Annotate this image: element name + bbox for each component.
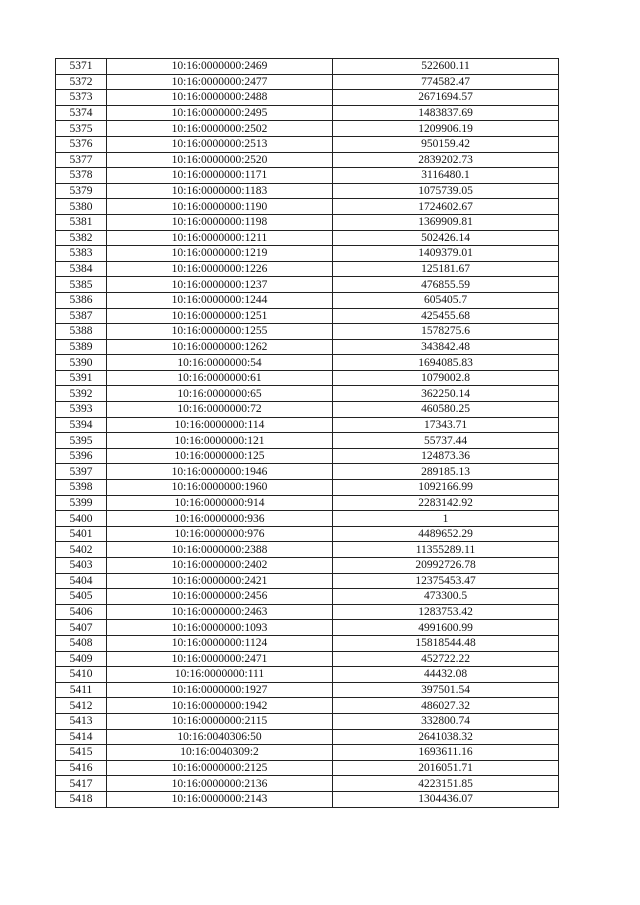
cadastral-number-cell: 10:16:0000000:2136 [107,776,333,792]
row-number-cell: 5378 [56,168,107,184]
row-number-cell: 5394 [56,417,107,433]
value-cell: 397501.54 [333,682,559,698]
row-number-cell: 5376 [56,136,107,152]
row-number-cell: 5404 [56,573,107,589]
cadastral-number-cell: 10:16:0000000:1960 [107,480,333,496]
table-row [56,417,559,433]
cadastral-number-cell: 10:16:0000000:125 [107,448,333,464]
table-row [56,464,559,480]
value-cell: 1694085.83 [333,355,559,371]
value-cell: 2671694.57 [333,90,559,106]
row-number-cell: 5398 [56,480,107,496]
cadastral-number-cell: 10:16:0000000:1946 [107,464,333,480]
cadastral-value-table [55,58,559,808]
value-cell: 1483837.69 [333,105,559,121]
value-cell: 343842.48 [333,339,559,355]
cadastral-number-cell: 10:16:0000000:1226 [107,261,333,277]
row-number-cell: 5396 [56,448,107,464]
row-number-cell: 5373 [56,90,107,106]
table-row [56,589,559,605]
row-number-cell: 5418 [56,791,107,807]
value-cell: 332800.74 [333,713,559,729]
value-cell: 605405.7 [333,292,559,308]
cadastral-number-cell: 10:16:0000000:1183 [107,183,333,199]
value-cell: 1079002.8 [333,370,559,386]
row-number-cell: 5391 [56,370,107,386]
row-number-cell: 5411 [56,682,107,698]
row-number-cell: 5415 [56,745,107,761]
cadastral-number-cell: 10:16:0000000:914 [107,495,333,511]
value-cell: 289185.13 [333,464,559,480]
value-cell: 950159.42 [333,136,559,152]
row-number-cell: 5417 [56,776,107,792]
table-row [56,682,559,698]
row-number-cell: 5374 [56,105,107,121]
value-cell: 1693611.16 [333,745,559,761]
row-number-cell: 5399 [56,495,107,511]
value-cell: 476855.59 [333,277,559,293]
row-number-cell: 5387 [56,308,107,324]
row-number-cell: 5395 [56,433,107,449]
row-number-cell: 5414 [56,729,107,745]
row-number-cell: 5416 [56,760,107,776]
cadastral-number-cell: 10:16:0000000:1942 [107,698,333,714]
table-row [56,713,559,729]
table-row [56,495,559,511]
value-cell: 12375453.47 [333,573,559,589]
table-row [56,183,559,199]
table-row [56,729,559,745]
value-cell: 2283142.92 [333,495,559,511]
table-row [56,59,559,75]
cadastral-number-cell: 10:16:0000000:1093 [107,620,333,636]
table-row [56,667,559,683]
row-number-cell: 5388 [56,324,107,340]
value-cell: 1075739.05 [333,183,559,199]
cadastral-number-cell: 10:16:0000000:1211 [107,230,333,246]
value-cell: 522600.11 [333,59,559,75]
row-number-cell: 5371 [56,59,107,75]
table-row [56,292,559,308]
value-cell: 1409379.01 [333,246,559,262]
cadastral-number-cell: 10:16:0000000:1198 [107,214,333,230]
table-row [56,573,559,589]
table-row [56,214,559,230]
row-number-cell: 5390 [56,355,107,371]
table-row [56,480,559,496]
cadastral-number-cell: 10:16:0000000:2388 [107,542,333,558]
row-number-cell: 5401 [56,526,107,542]
cadastral-number-cell: 10:16:0000000:1927 [107,682,333,698]
cadastral-number-cell: 10:16:0000000:2143 [107,791,333,807]
cadastral-number-cell: 10:16:0000000:114 [107,417,333,433]
table-row [56,558,559,574]
row-number-cell: 5380 [56,199,107,215]
table-row [56,355,559,371]
row-number-cell: 5393 [56,402,107,418]
value-cell: 2641038.32 [333,729,559,745]
cadastral-number-cell: 10:16:0000000:976 [107,526,333,542]
value-cell: 1092166.99 [333,480,559,496]
value-cell: 1209906.19 [333,121,559,137]
value-cell: 4991600.99 [333,620,559,636]
row-number-cell: 5379 [56,183,107,199]
row-number-cell: 5375 [56,121,107,137]
cadastral-number-cell: 10:16:0000000:936 [107,511,333,527]
row-number-cell: 5407 [56,620,107,636]
cadastral-number-cell: 10:16:0000000:2520 [107,152,333,168]
cadastral-number-cell: 10:16:0000000:2463 [107,604,333,620]
table-row [56,698,559,714]
value-cell: 1724602.67 [333,199,559,215]
table-row [56,370,559,386]
row-number-cell: 5405 [56,589,107,605]
row-number-cell: 5384 [56,261,107,277]
value-cell: 44432.08 [333,667,559,683]
cadastral-number-cell: 10:16:0040309:2 [107,745,333,761]
value-cell: 2016051.71 [333,760,559,776]
cadastral-number-cell: 10:16:0000000:1244 [107,292,333,308]
row-number-cell: 5402 [56,542,107,558]
table-row [56,791,559,807]
value-cell: 55737.44 [333,433,559,449]
value-cell: 1283753.42 [333,604,559,620]
row-number-cell: 5382 [56,230,107,246]
value-cell: 2839202.73 [333,152,559,168]
table-row [56,604,559,620]
table-body [56,59,559,808]
table-row [56,433,559,449]
value-cell: 20992726.78 [333,558,559,574]
cadastral-number-cell: 10:16:0000000:1262 [107,339,333,355]
cadastral-number-cell: 10:16:0000000:72 [107,402,333,418]
cadastral-number-cell: 10:16:0040306:50 [107,729,333,745]
value-cell: 11355289.11 [333,542,559,558]
table-row [56,760,559,776]
row-number-cell: 5372 [56,74,107,90]
value-cell: 473300.5 [333,589,559,605]
cadastral-number-cell: 10:16:0000000:2469 [107,59,333,75]
cadastral-number-cell: 10:16:0000000:111 [107,667,333,683]
cadastral-number-cell: 10:16:0000000:1237 [107,277,333,293]
value-cell: 460580.25 [333,402,559,418]
table-row [56,542,559,558]
value-cell: 1304436.07 [333,791,559,807]
table-row [56,90,559,106]
row-number-cell: 5389 [56,339,107,355]
cadastral-number-cell: 10:16:0000000:1251 [107,308,333,324]
table-row [56,324,559,340]
row-number-cell: 5409 [56,651,107,667]
cadastral-number-cell: 10:16:0000000:2488 [107,90,333,106]
row-number-cell: 5385 [56,277,107,293]
value-cell: 1369909.81 [333,214,559,230]
table-row [56,261,559,277]
cadastral-number-cell: 10:16:0000000:61 [107,370,333,386]
table-row [56,308,559,324]
value-cell: 15818544.48 [333,635,559,651]
row-number-cell: 5412 [56,698,107,714]
table-row [56,526,559,542]
table-row [56,74,559,90]
cadastral-number-cell: 10:16:0000000:2115 [107,713,333,729]
table-row [56,620,559,636]
table-row [56,776,559,792]
cadastral-number-cell: 10:16:0000000:2477 [107,74,333,90]
row-number-cell: 5410 [56,667,107,683]
row-number-cell: 5392 [56,386,107,402]
table-row [56,136,559,152]
cadastral-number-cell: 10:16:0000000:2421 [107,573,333,589]
cadastral-number-cell: 10:16:0000000:2502 [107,121,333,137]
table-row [56,448,559,464]
table-row [56,651,559,667]
table-row [56,152,559,168]
cadastral-number-cell: 10:16:0000000:2513 [107,136,333,152]
table-row [56,339,559,355]
row-number-cell: 5377 [56,152,107,168]
value-cell: 452722.22 [333,651,559,667]
value-cell: 124873.36 [333,448,559,464]
table-row [56,635,559,651]
table-row [56,277,559,293]
table-row [56,168,559,184]
table-row [56,745,559,761]
table-row [56,105,559,121]
value-cell: 4223151.85 [333,776,559,792]
table-row [56,230,559,246]
cadastral-number-cell: 10:16:0000000:2471 [107,651,333,667]
value-cell: 125181.67 [333,261,559,277]
table-row [56,246,559,262]
table-row [56,511,559,527]
value-cell: 1 [333,511,559,527]
value-cell: 17343.71 [333,417,559,433]
cadastral-number-cell: 10:16:0000000:1219 [107,246,333,262]
value-cell: 1578275.6 [333,324,559,340]
table-row [56,386,559,402]
cadastral-number-cell: 10:16:0000000:1124 [107,635,333,651]
cadastral-number-cell: 10:16:0000000:1190 [107,199,333,215]
cadastral-number-cell: 10:16:0000000:1171 [107,168,333,184]
row-number-cell: 5397 [56,464,107,480]
row-number-cell: 5413 [56,713,107,729]
table-row [56,402,559,418]
row-number-cell: 5408 [56,635,107,651]
cadastral-number-cell: 10:16:0000000:2495 [107,105,333,121]
row-number-cell: 5406 [56,604,107,620]
row-number-cell: 5383 [56,246,107,262]
value-cell: 425455.68 [333,308,559,324]
value-cell: 3116480.1 [333,168,559,184]
cadastral-number-cell: 10:16:0000000:65 [107,386,333,402]
table-row [56,199,559,215]
value-cell: 486027.32 [333,698,559,714]
row-number-cell: 5381 [56,214,107,230]
cadastral-number-cell: 10:16:0000000:2402 [107,558,333,574]
cadastral-number-cell: 10:16:0000000:54 [107,355,333,371]
row-number-cell: 5403 [56,558,107,574]
cadastral-number-cell: 10:16:0000000:2125 [107,760,333,776]
table-row [56,121,559,137]
value-cell: 774582.47 [333,74,559,90]
row-number-cell: 5386 [56,292,107,308]
value-cell: 4489652.29 [333,526,559,542]
cadastral-number-cell: 10:16:0000000:1255 [107,324,333,340]
value-cell: 362250.14 [333,386,559,402]
value-cell: 502426.14 [333,230,559,246]
cadastral-number-cell: 10:16:0000000:121 [107,433,333,449]
row-number-cell: 5400 [56,511,107,527]
cadastral-number-cell: 10:16:0000000:2456 [107,589,333,605]
